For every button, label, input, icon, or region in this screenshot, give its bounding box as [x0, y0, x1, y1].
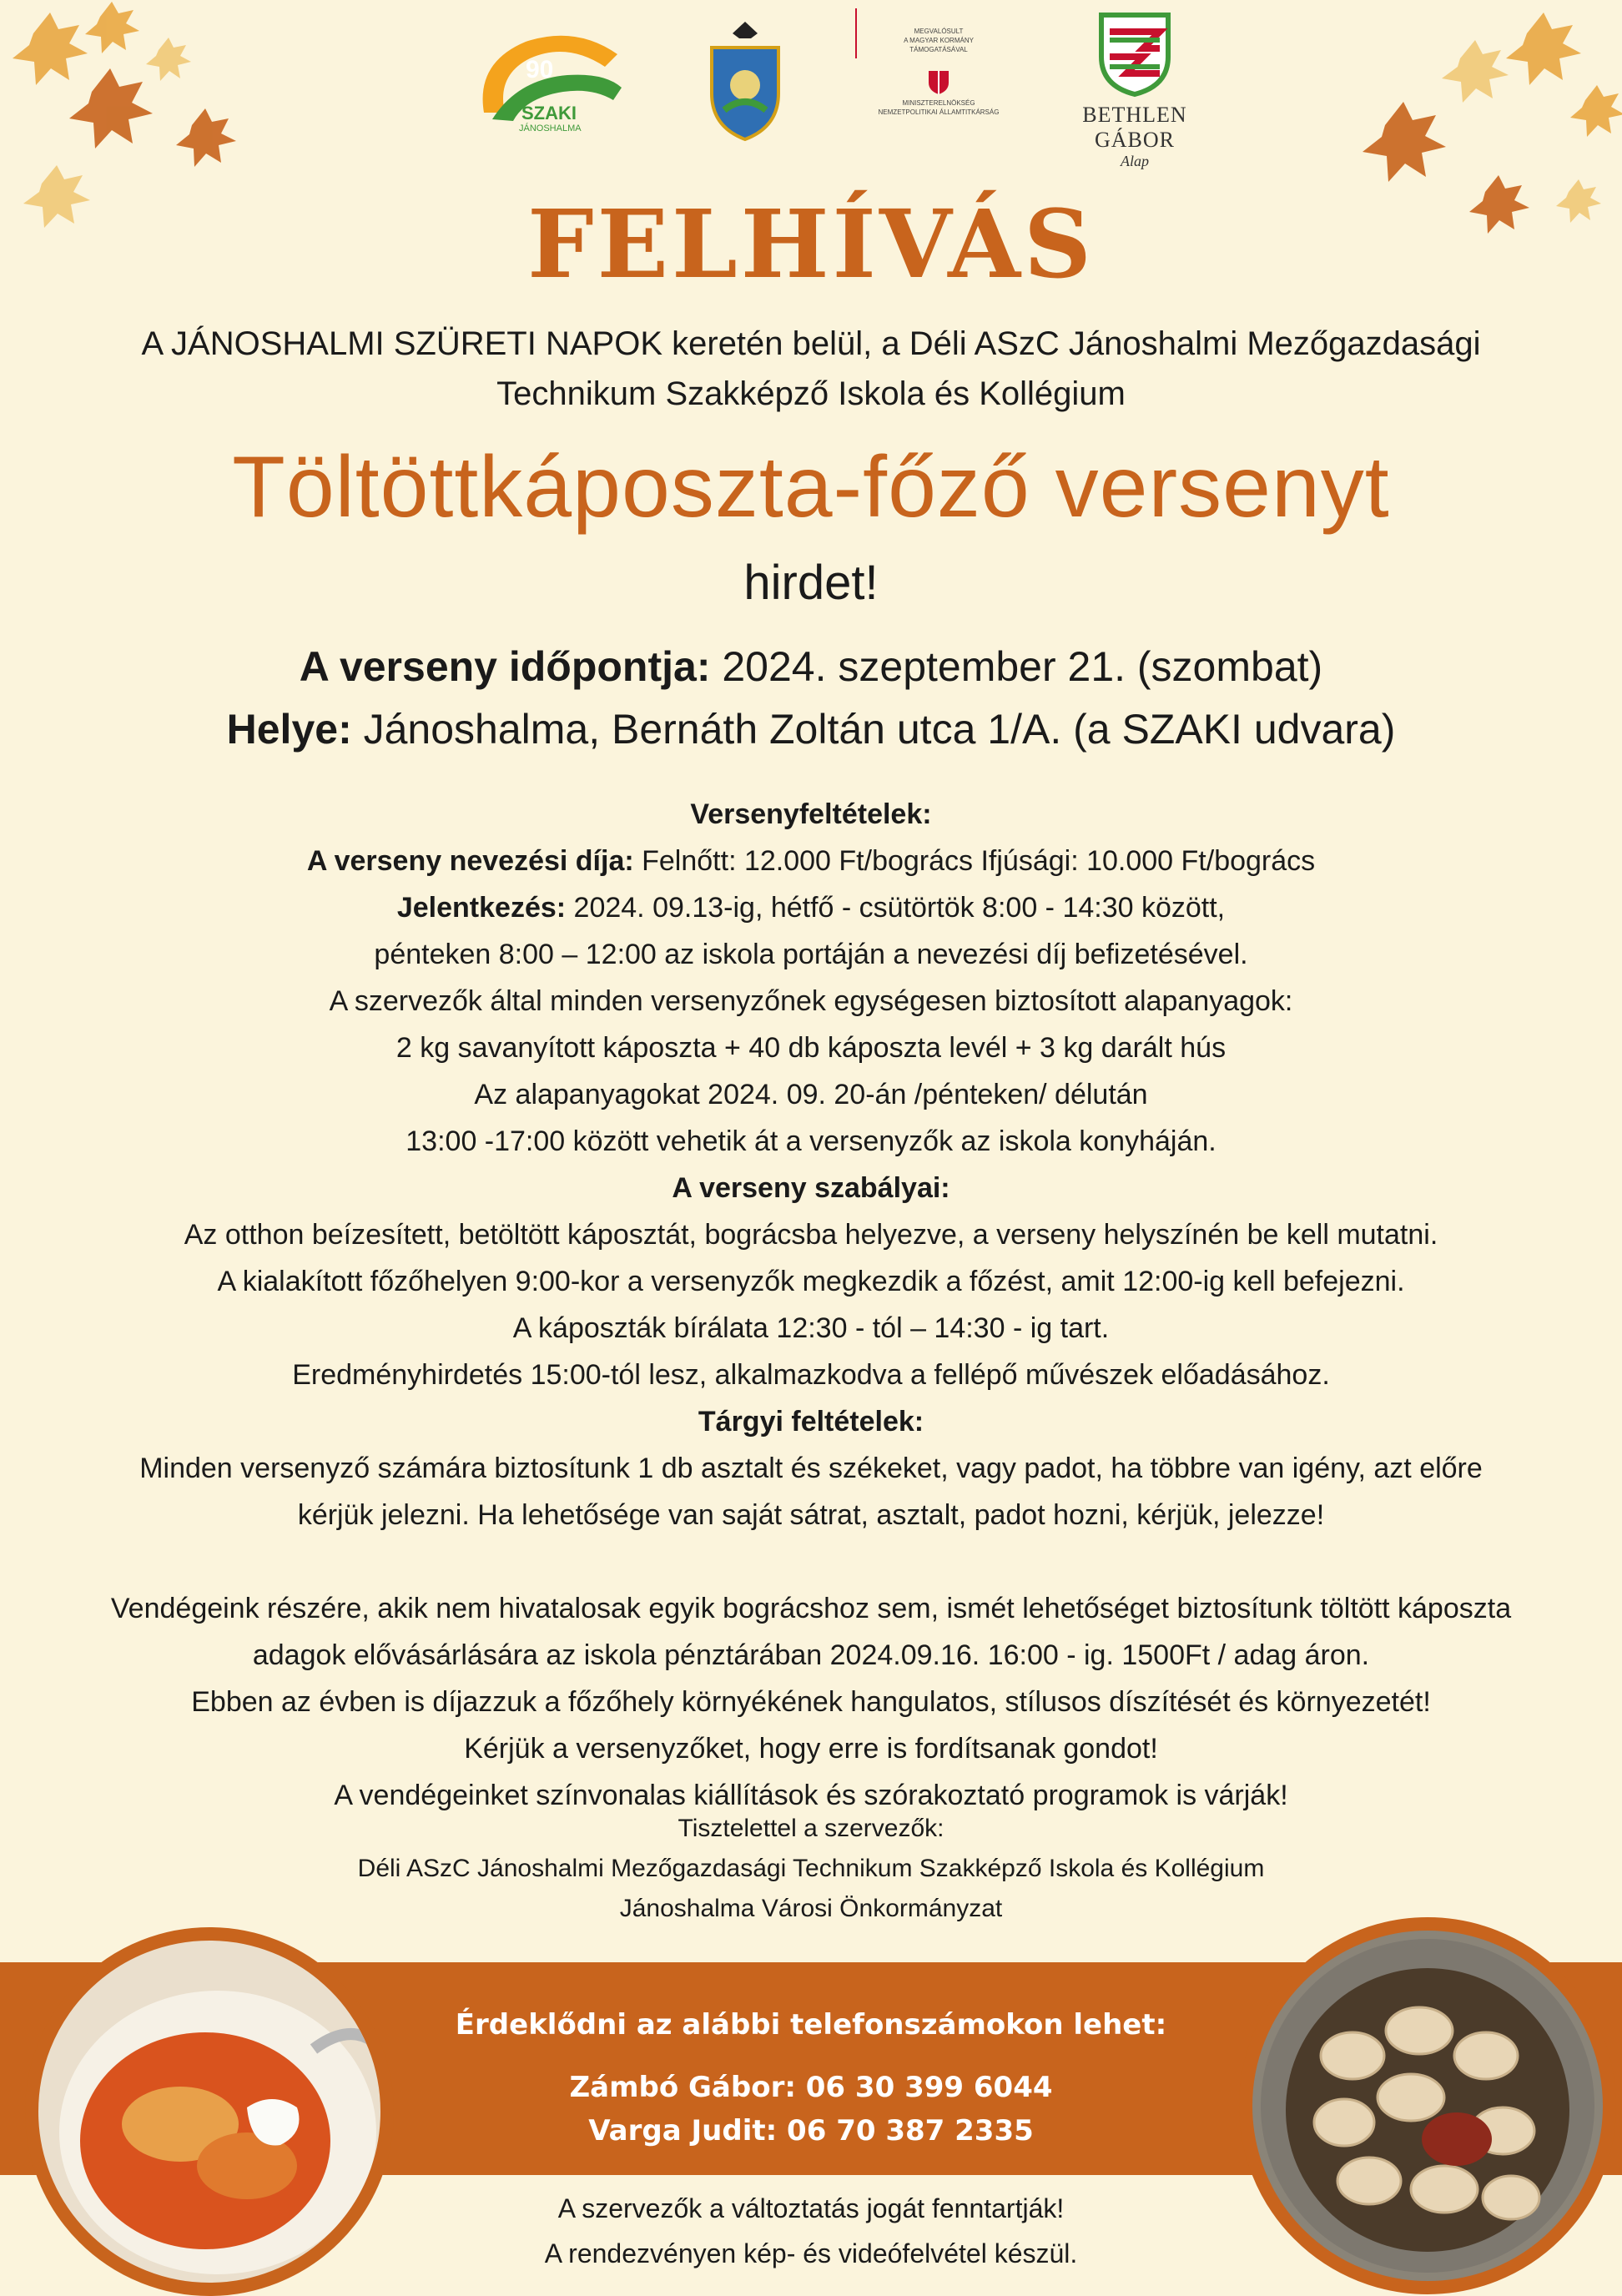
guests-line-4: Kérjük a versenyzőket, hogy erre is fordítsanak gondot!	[464, 1733, 1158, 1765]
ingredients-line-2: 2 kg savanyított káposzta + 40 db káposzta levél + 3 kg darált hús	[395, 1032, 1227, 1064]
gov-line-2: A MAGYAR KORMÁNY	[904, 37, 974, 44]
szaki-number: 90	[526, 56, 554, 83]
guests-line-1: Vendégeink részére, akik nem hivatalosak egyik bográcshoz sem, ismét lehetőséget biztosítunk töltött káposzta	[110, 1593, 1512, 1624]
gov-line-3: TÁMOGATÁSÁVAL	[909, 46, 968, 53]
material-line-1: Minden versenyző számára biztosítunk 1 db asztalt és székeket, vagy padot, ha többre van igény, azt előre	[139, 1453, 1483, 1484]
bethlen-name: BETHLEN GÁBOR	[1082, 103, 1187, 152]
date-label: A verseny időpontja:	[299, 643, 711, 690]
place-label: Helye:	[226, 706, 352, 753]
guests-line-5: A vendégeinket színvonalas kiállítások és szórakoztató programok is várják!	[334, 1780, 1288, 1811]
intro-line-2: Technikum Szakképző Iskola és Kollégium	[496, 375, 1126, 412]
coat-of-arms-logo	[699, 18, 791, 144]
note-line-2: A rendezvényen kép- és videófelvétel készül.	[544, 2238, 1078, 2268]
fee-label: A verseny nevezési díja:	[306, 845, 634, 877]
rules-line-3: A káposzták bírálata 12:30 - tól – 14:30 - ig tart.	[512, 1312, 1110, 1344]
gov-line-5: NEMZETPOLITIKAI ÁLLAMTITKÁRSÁG	[878, 108, 1000, 116]
signature-line-2: Déli ASzC Jánoshalmi Mezőgazdasági Technikum Szakképző Iskola és Kollégium	[357, 1855, 1265, 1882]
event-place	[0, 705, 1622, 753]
ingredients-line-3: Az alapanyagokat 2024. 09. 20-án /pénteken/ délután	[474, 1079, 1148, 1110]
intro-line-1: A JÁNOSHALMI SZÜRETI NAPOK keretén belül, a Déli ASzC Jánoshalmi Mezőgazdasági	[141, 325, 1481, 362]
registration-value: 2024. 09.13-ig, hétfő - csütörtök 8:00 - 14:30 között,	[566, 892, 1226, 924]
fee-value: Felnőtt: 12.000 Ft/bogrács Ifjúsági: 10.000 Ft/bogrács	[633, 845, 1316, 877]
material-heading: Tárgyi feltételek:	[698, 1406, 924, 1438]
material-line-2: kérjük jelezni. Ha lehetősége van saját sátrat, asztalt, padot hozni, kérjük, jelezze!	[297, 1499, 1325, 1531]
rules-heading: A verseny szabályai:	[672, 1172, 950, 1204]
gov-line-1: MEGVALÓSULT	[914, 28, 964, 35]
competition-title: Töltöttkáposzta-főző versenyt	[232, 439, 1390, 536]
contact-box	[451, 1962, 1171, 2175]
ingredients-line-4: 13:00 -17:00 között vehetik át a versenyzők az iskola konyháján.	[406, 1125, 1216, 1157]
event-date	[0, 642, 1622, 691]
gov-line-4: MINISZTERELNÖKSÉG	[902, 99, 975, 107]
ingredients-line-1: A szervezők által minden versenyzőnek egységesen biztosított alapanyagok:	[329, 985, 1293, 1017]
date-value: 2024. szeptember 21. (szombat)	[710, 643, 1323, 690]
rules-line-4: Eredményhirdetés 15:00-tól lesz, alkalmazkodva a fellépő művészek előadásához.	[292, 1359, 1330, 1391]
place-value: Jánoshalma, Bernáth Zoltán utca 1/A. (a SZAKI udvara)	[351, 706, 1396, 753]
bethlen-emblem-icon	[1093, 7, 1176, 98]
fee-line	[0, 838, 1622, 884]
announces-text: hirdet!	[743, 556, 879, 610]
signature-line-1: Tisztelettel a szervezők:	[678, 1815, 944, 1842]
rules-line-1: Az otthon beízesített, betöltött káposztát, bográcsba helyezve, a verseny helyszínén be kell mutatni.	[184, 1219, 1438, 1251]
signature-line-3: Jánoshalma Városi Önkormányzat	[619, 1895, 1003, 1922]
contact-person-1: Zámbó Gábor: 06 30 399 6044	[569, 2071, 1053, 2104]
registration-label: Jelentkezés:	[396, 892, 567, 924]
conditions-heading: Versenyfeltételek:	[690, 798, 932, 830]
hungarian-crest-icon	[926, 66, 951, 96]
intro	[0, 319, 1622, 419]
bethlen-sub: Alap	[1121, 153, 1149, 169]
main-body	[0, 791, 1622, 1819]
bethlen-gabor-alap-logo	[1043, 7, 1227, 169]
hungarian-government-logo	[855, 8, 1022, 146]
registration-line-2: pénteken 8:00 – 12:00 az iskola portáján a nevezési díj befizetésével.	[374, 939, 1248, 970]
contact-person-2: Varga Judit: 06 70 387 2335	[588, 2114, 1034, 2147]
szaki-sub: JÁNOSHALMA	[519, 123, 582, 133]
note-line-1: A szervezők a változtatás jogát fenntartják!	[557, 2193, 1065, 2223]
szaki-name: SZAKI	[521, 103, 577, 123]
szaki-90-logo	[467, 21, 634, 133]
contact-title: Érdeklődni az alábbi telefonszámokon lehet:	[455, 2008, 1167, 2042]
page-title: FELHÍVÁS	[527, 190, 1095, 300]
rules-line-2: A kialakított főzőhelyen 9:00-kor a versenyzők megkezdik a főzést, amit 12:00-ig kell befejezni.	[217, 1266, 1405, 1297]
signature	[0, 1809, 1622, 1929]
guests-line-2: adagok elővásárlására az iskola pénztárában 2024.09.16. 16:00 - ig. 1500Ft / adag áron.	[252, 1639, 1370, 1671]
guests-line-3: Ebben az évben is díjazzuk a főzőhely környékének hangulatos, stílusos díszítését és környezetét!	[191, 1686, 1431, 1718]
bottom-notes	[0, 2186, 1622, 2276]
registration-line	[0, 884, 1622, 931]
